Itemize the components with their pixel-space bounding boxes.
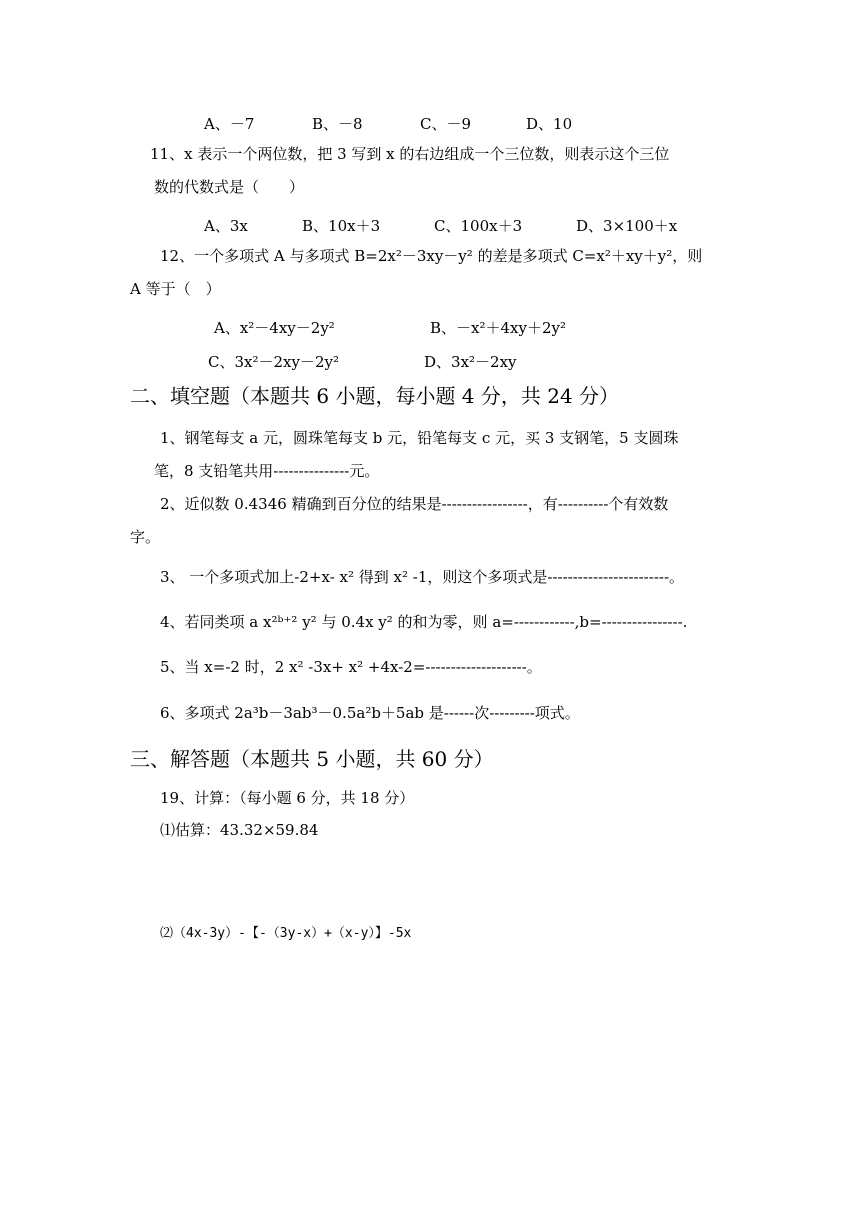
q12-option-b: B、－x²＋4xy＋2y² [430,319,567,337]
q12-line2: A 等于（ ） [130,280,221,298]
s2-q2-line2: 字。 [130,528,161,546]
q12-option-d: D、3x²－2xy [424,353,517,371]
section3-heading: 三、解答题（本题共 5 小题，共 60 分） [130,747,494,771]
s2-q2-line1: 2、近似数 0.4346 精确到百分位的结果是-----------------，有----------个有效数 [160,495,669,513]
q11-option-b: B、10x＋3 [302,217,381,235]
s2-q6: 6、多项式 2a³b－3ab³－0.5a²b＋5ab 是------次---------项式。 [160,704,580,722]
q12-line1: 12、一个多项式 A 与多项式 B=2x²－3xy－y² 的差是多项式 C=x²＋xy＋y²，则 [160,247,703,265]
q12-option-a: A、x²－4xy－2y² [214,319,335,337]
q11-line1: 11、x 表示一个两位数，把 3 写到 x 的右边组成一个三位数，则表示这个三位 [150,145,670,163]
s2-q1-line2: 笔，8 支铅笔共用---------------元。 [154,462,380,480]
q11-option-a: A、3x [204,217,248,235]
s3-q19: 19、计算：（每小题 6 分，共 18 分） [160,789,415,807]
s2-q1-line1: 1、钢笔每支 a 元，圆珠笔每支 b 元，铅笔每支 c 元，买 3 支钢笔，5 支圆珠 [160,429,679,447]
section2-heading: 二、填空题（本题共 6 小题，每小题 4 分，共 24 分） [130,384,620,408]
q10-option-d: D、10 [526,115,573,133]
s2-q3: 3、 一个多项式加上-2+x- x² 得到 x² -1，则这个多项式是------------------------。 [160,568,685,586]
s3-q19-1: ⑴估算：43.32×59.84 [160,821,319,839]
q11-option-c: C、100x＋3 [434,217,523,235]
q12-option-c: C、3x²－2xy－2y² [208,353,340,371]
q10-option-c: C、－9 [420,115,472,133]
s2-q4: 4、若同类项 a x²ᵇ⁺² y² 与 0.4x y² 的和为零，则 a=------------,b=----------------. [160,613,688,631]
q11-option-d: D、3×100＋x [576,217,678,235]
s2-q5: 5、当 x=-2 时，2 x² -3x+ x² +4x-2=--------------------。 [160,658,542,676]
q10-option-b: B、－8 [312,115,363,133]
q10-option-a: A、－7 [204,115,255,133]
s3-q19-2: ⑵（4x-3y）-【-（3y-x）+（x-y）】-5x [160,926,412,941]
q11-line2: 数的代数式是（ ） [154,178,305,196]
